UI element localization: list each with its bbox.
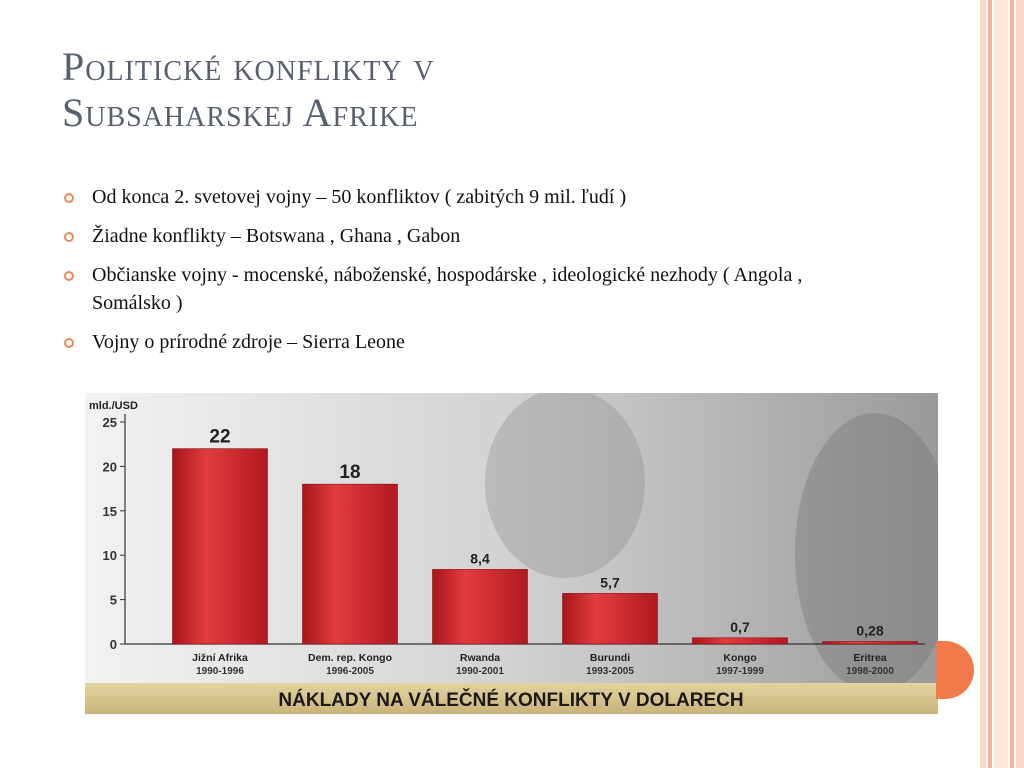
bar [303,484,398,644]
bar [173,449,268,644]
bar-value-label: 0,28 [856,622,884,639]
bar-value-label: 8,4 [470,550,490,567]
category-years-label: 1997-1999 [716,666,764,677]
y-tick-label: 20 [102,459,117,475]
bullet-text: Vojny o prírodné zdroje – Sierra Leone [92,331,405,353]
bullet-circle-icon [64,271,74,281]
y-tick-label: 10 [102,548,117,564]
y-tick-label: 25 [102,415,117,430]
category-label: Dem. rep. Kongo [307,652,393,664]
decorative-stripes [980,0,1024,768]
bullet-text: Od konca 2. svetovej vojny – 50 konfliktov ( zabitých 9 mil. ľudí ) [92,186,627,208]
category-label: Kongo [723,652,757,664]
slide-title [62,44,962,136]
bullet-list [62,183,862,367]
bullet-item [62,222,862,250]
bullet-circle-icon [64,338,74,348]
bar [693,638,788,644]
bullet-text: Občianske vojny - mocenské, náboženské, hospodárske , ideologické nezhody ( Angola , Somálsko ) [92,264,803,314]
category-label: Eritrea [853,652,887,664]
y-tick-label: 5 [109,592,117,608]
category-years-label: 1998-2000 [846,666,894,677]
chart-image [85,393,938,714]
title-line-2: Subsaharskej Afrike [62,90,419,135]
category-years-label: 1990-1996 [196,666,244,677]
bullet-circle-icon [64,232,74,242]
y-tick-label: 15 [102,503,117,519]
bullet-circle-icon [64,193,74,203]
category-years-label: 1990-2001 [456,666,504,677]
bar-value-label: 18 [339,462,361,484]
decorative-circle [936,641,974,699]
category-label: Burundi [589,652,631,664]
bullet-item [62,183,862,211]
title-line-1: Politické konflikty v [62,44,435,89]
bar [563,593,658,644]
y-axis-label: mld./USD [89,400,138,412]
bullet-item [62,328,862,356]
bar-value-label: 22 [209,426,231,448]
bullet-text: Žiadne konflikty – Botswana , Ghana , Gabon [92,225,461,247]
category-label: Rwanda [459,652,501,664]
background-photo-figure [485,393,645,578]
bar [823,642,918,644]
category-years-label: 1996-2005 [326,666,374,677]
bar-value-label: 5,7 [600,574,620,591]
bar [433,569,528,644]
chart-caption: NÁKLADY NA VÁLEČNÉ KONFLIKTY V DOLARECH [278,690,744,711]
bullet-item [62,261,862,317]
bar-chart [85,393,938,714]
bar-value-label: 0,7 [730,618,750,635]
category-label: Jižní Afrika [192,652,248,664]
y-tick-label: 0 [109,637,117,652]
category-years-label: 1993-2005 [586,666,634,677]
